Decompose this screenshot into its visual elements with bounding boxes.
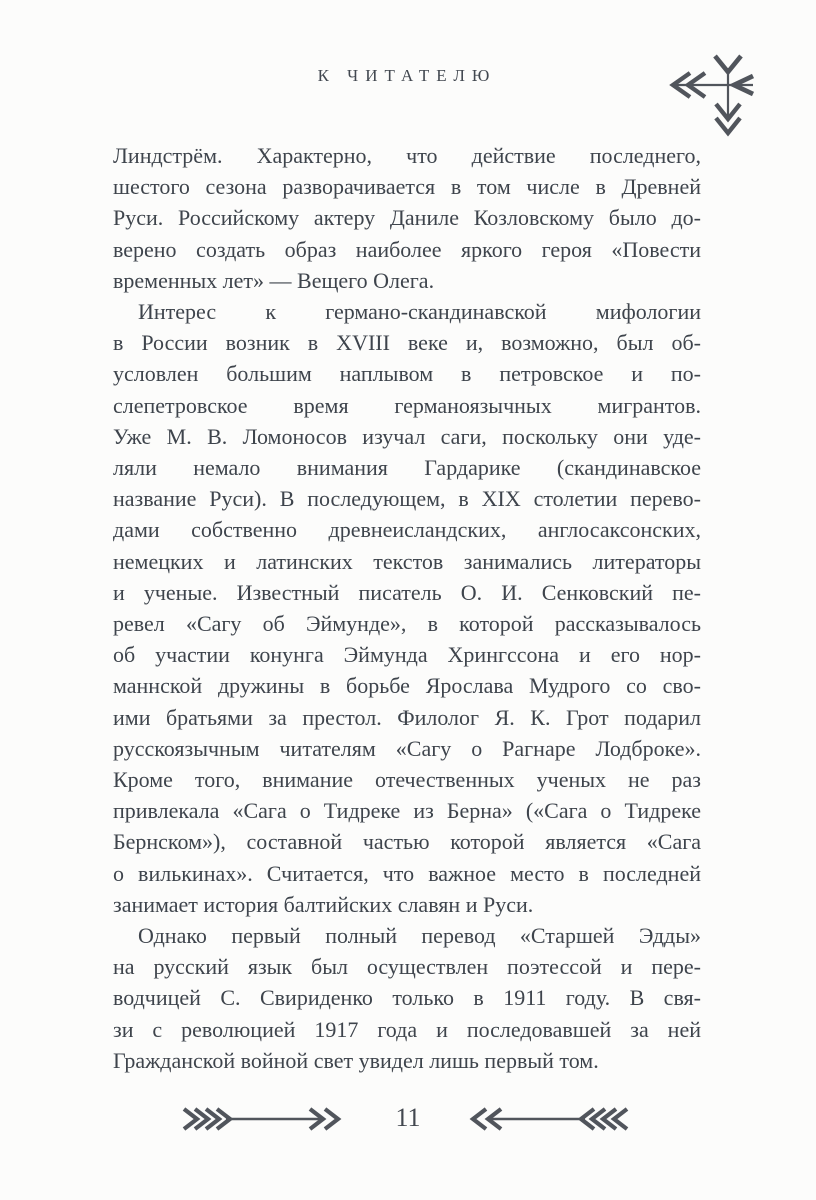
text-line: ляли немало внимания Гардарике (скандинавское [113,455,701,481]
text-line: Уже М. В. Ломоносов изучал саги, поскольку они уде- [113,423,701,449]
text-line: временных лет» — Вещего Олега. [113,267,435,293]
text-line: Интерес к германо-скандинавской мифологии [138,299,701,325]
text-line: Руси. Российскому актеру Даниле Козловскому было до- [113,205,701,231]
text-line: немецких и латинских текстов занимались литераторы [113,548,701,574]
text-line: на русский язык был осуществлен поэтессой и пере- [113,954,701,980]
text-line: и ученые. Известный писатель О. И. Сенковский пе- [113,579,701,605]
left-arrow-icon [468,1107,629,1131]
section-title: К ЧИТАТЕЛЮ [317,66,497,85]
text-line: о вилькинах». Считается, что важное место в последней [113,860,701,886]
text-line: название Руси). В последующем, в XIX столетии перево- [113,486,701,512]
text-line: Однако первый полный перевод «Старшей Эдды» [138,923,701,949]
text-line: Гражданской войной свет увидел лишь первый том. [113,1047,599,1073]
page-number: 11 [395,1103,421,1132]
text-line: Бернском»), составной частью которой является «Сага [113,829,701,855]
text-line: в России возник в XVIII веке и, возможно, был об- [113,330,701,356]
text-line: зи с революцией 1917 года и последовавшей за ней [113,1016,701,1042]
body-text [113,140,701,1076]
text-line: условлен большим наплывом в петровское и по- [113,361,701,387]
text-line: слепетровское время германоязычных мигрантов. [113,392,701,418]
text-line: маннской дружины в борьбе Ярослава Мудрого со сво- [113,673,701,699]
text-line: шестого сезона разворачивается в том числе в Древней [113,174,701,200]
text-line: привлекала «Сага о Тидреке из Берна» («Сага о Тидреке [113,798,701,824]
text-line: ревел «Сагу об Эймунде», в которой рассказывалось [113,611,701,637]
text-line: об участии конунга Эймунда Хрингссона и его нор- [113,642,701,668]
text-line: дами собственно древнеисландских, англосаксонских, [113,517,701,543]
text-line: Кроме того, внимание отечественных ученых не раз [113,767,701,793]
text-line: верено создать образ наиболее яркого героя «Повести [113,236,701,262]
text-line: русскоязычным читателям «Сагу о Рагнаре Лодброке». [113,735,701,761]
text-line: Линдстрём. Характерно, что действие последнего, [113,143,701,168]
text-line: ими братьями за престол. Филолог Я. К. Грот подарил [113,704,701,730]
text-line: занимает история балтийских славян и Руси. [113,891,534,917]
text-line: водчицей С. Свириденко только в 1911 году. В свя- [113,985,701,1011]
arrow-cross-icon [668,52,758,144]
